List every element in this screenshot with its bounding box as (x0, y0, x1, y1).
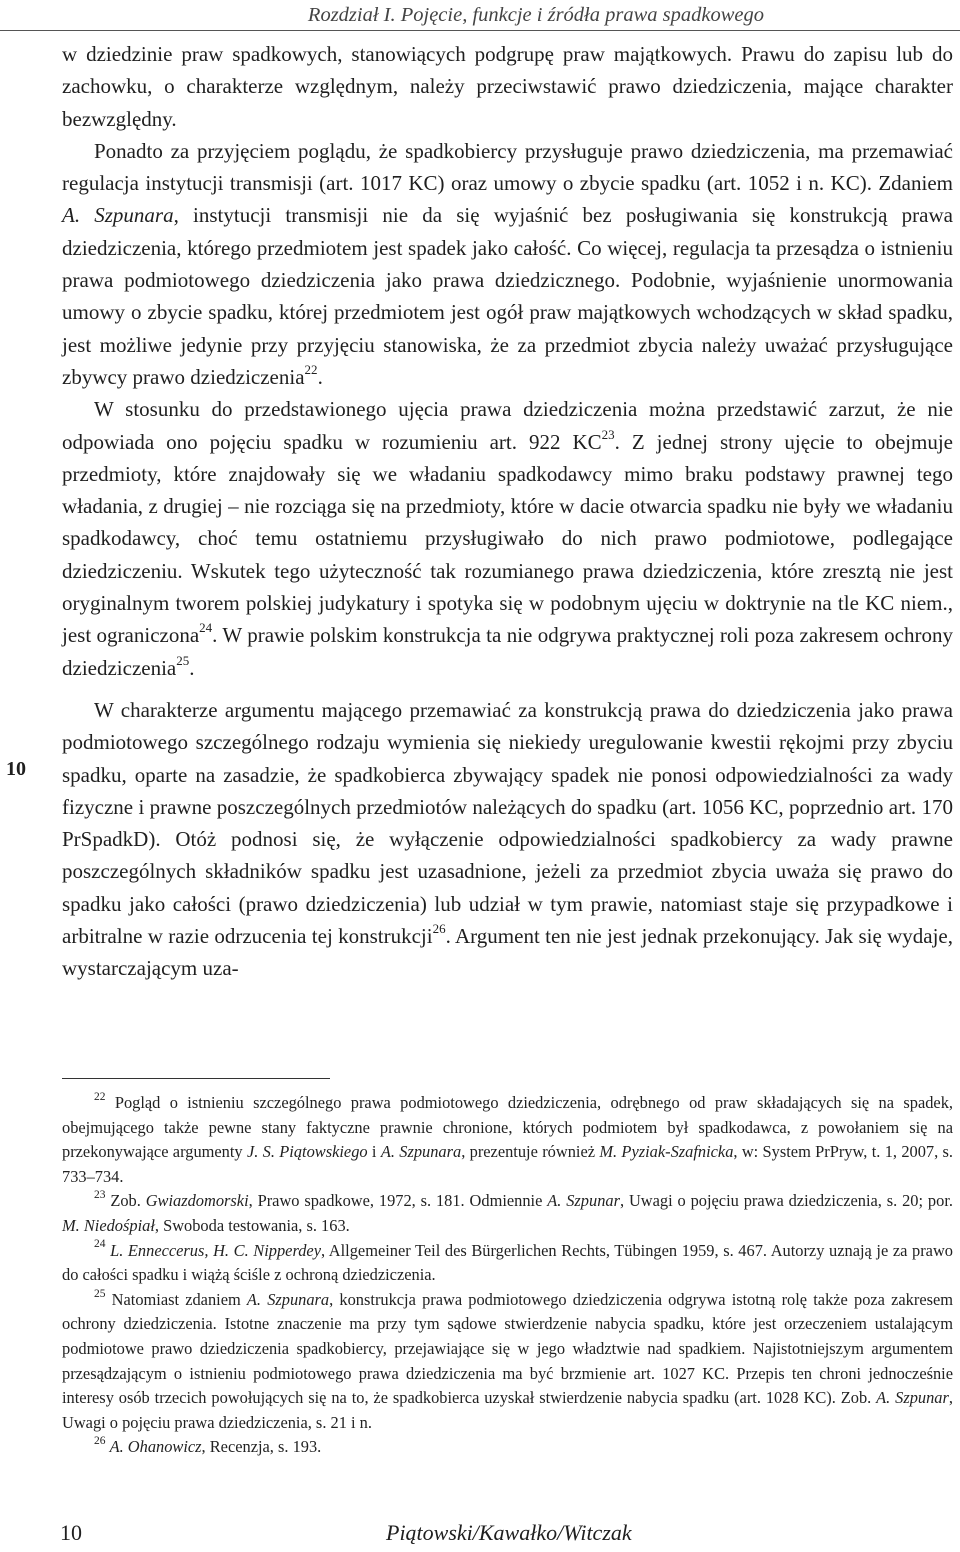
text-run: Zob. (105, 1191, 146, 1211)
text-run: , instytucji transmisji nie da się wyjaśnić bez posługiwania się konstrukcją prawa dziedziczenia, którego przedmiotem jest spadek jako całość. Co więcej, regulacja ta przesądza o istnieniu prawa podmiotowego dziedziczenia jako prawa dziedzicznego. Podobnie, wyjaśnienie unormowania umowy o zbycie spadku, której przedmiotem jest ogół praw majątkowych wchodzących w skład spadku, jest możliwe jedynie przy przyjęciu stanowiska, że za przedmiot zbycia należy uważać przysługujące zbywcy prawo dziedziczenia (62, 203, 953, 389)
author-name: M. Pyziak-Szafnicka (599, 1142, 734, 1162)
author-name: A. Szpunara (380, 1142, 462, 1162)
footnote-separator (62, 1078, 330, 1079)
author-name: A. Ohanowicz (109, 1437, 202, 1457)
text-run: . Argument ten nie jest jednak przekonujący. Jak się wydaje, wystarczającym uza- (62, 924, 953, 981)
footnote-24 (62, 1239, 953, 1288)
page-footer (0, 1518, 960, 1548)
margin-number: 10 (6, 758, 26, 780)
text-run: , Uwagi o pojęciu prawa dziedziczenia, s. 20; por. (619, 1191, 953, 1211)
text-run: , Recenzja, s. 193. (201, 1437, 322, 1457)
text-run: Ponadto za przyjęciem poglądu, że spadkobiercy przysługuje prawo dziedziczenia, ma przemawiać regulacja instytucji transmisji (art. 1017 KC) oraz umowy o zbycie spadku (art. 1052 i n. KC). Zdaniem (62, 138, 953, 196)
author-name: A. Szpunar (876, 1388, 949, 1408)
author-name: M. Niedośpiał (62, 1215, 155, 1235)
footnote-number: 22 (94, 1090, 106, 1103)
text-run: , Swoboda testowania, s. 163. (154, 1215, 350, 1235)
text-run: W charakterze argumentu mającego przemawiać za konstrukcją prawa do dziedziczenia jako prawa podmiotowego szczególnego rodzaju wymienia się niekiedy uregulowanie kwestii rękojmi przy zbyciu spadku, oparte na zasadzie, że spadkobierca zbywający spadek nie ponosi odpowiedzialności za wady fizyczne i prawne poszczególnych przedmiotów należących do spadku (art. 1056 KC, poprzednio art. 170 PrSpadkD). Otóż podnosi się, że wyłączenie odpowiedzialności spadkobiercy za wady prawne poszczególnych składników spadku jest uzasadnione, jeżeli za przedmiot zbycia uważa się prawo do spadku jako całości (prawo dziedziczenia) lub udział w tym prawie, natomiast staje się przypadkowe i arbitralne w razie odrzucenia tej konstrukcji (62, 697, 953, 949)
text-run: , prezentuje również (461, 1142, 600, 1162)
footnote-number: 24 (94, 1238, 106, 1251)
text-run: i (367, 1142, 381, 1162)
text-run: . Z jednej strony ujęcie to obejmuje przedmioty, które znajdowały się we władaniu spadkodawcy mimo braku podstawy prawnej tego władania, z drugiej – nie rozciąga się na przedmioty, które w dacie otwarcia spadku nie były we władaniu spadkodawcy, choć temu ostatniemu przysługiwało do nich prawo podmiotowe, podlegające dziedziczeniu. Wskutek tego użyteczność tak rozumianego prawa dziedziczenia, które zresztą nie jest oryginalnym tworem polskiej judykatury i spotyka się w podobnym ujęciu w doktrynie na tle KC niem., jest ograniczona (62, 429, 953, 648)
author-name: Gwiazdomorski (145, 1191, 249, 1211)
paragraph-objection (62, 393, 953, 684)
paragraph-continuation: w dziedzinie praw spadkowych, stanowiących podgrupę praw majątkowych. Prawu do zapisu lub do zachowku, o charakterze względnym, należy przeciwstawić prawo dziedziczenia, mające charakter bezwzględny. (62, 42, 953, 131)
text-run: , Uwagi o pojęciu prawa dziedziczenia, s. 21 i n. (62, 1388, 953, 1432)
chapter-title: Rozdział I. Pojęcie, funkcje i źródła prawa spadkowego (307, 4, 764, 26)
footnote-ref-26[interactable]: 26 (432, 921, 446, 937)
paragraph-warranty (62, 694, 953, 985)
author-name: J. S. Piątowskiego (246, 1142, 368, 1162)
text-run: . W prawie polskim konstrukcja ta nie odgrywa praktycznej roli poza zakresem ochrony dziedziczenia (62, 623, 953, 680)
running-header (0, 0, 960, 30)
footnote-number: 25 (94, 1287, 106, 1300)
footnote-number: 26 (94, 1435, 106, 1448)
footnote-number: 23 (94, 1189, 106, 1202)
footnote-26 (62, 1435, 953, 1460)
footnote-ref-23[interactable]: 23 (601, 426, 615, 442)
header-rule (0, 30, 960, 31)
footnote-ref-22[interactable]: 22 (304, 362, 318, 378)
text-run: , Allgemeiner Teil des Bürgerlichen Rechts, Tübingen 1959, s. 467. Autorzy uznają je za prawo do całości spadku i wiążą ściśle z ochroną dziedziczenia. (62, 1240, 953, 1285)
text-run: Pogląd o istnieniu szczególnego prawa podmiotowego dziedziczenia, odrębnego od praw składających się na spadek, obejmującego także pewne stany faktyczne prawnie chronione, których podmiotem był spadkodawca, z powołaniem się na przekonywające argumenty (62, 1093, 953, 1162)
footer-authors: Piątowski/Kawałko/Witczak (386, 1520, 632, 1545)
text-run: , Prawo spadkowe, 1972, s. 181. Odmiennie (248, 1191, 548, 1211)
main-text (62, 38, 953, 985)
footnote-ref-25[interactable]: 25 (176, 652, 190, 668)
text-run: , w: System PrPryw, t. 1, 2007, s. 733–734. (62, 1142, 954, 1186)
author-name: A. Szpunara (62, 203, 174, 228)
author-name: A. Szpunara (246, 1289, 330, 1309)
author-name: A. Szpunar (547, 1191, 620, 1211)
footnotes (62, 1091, 953, 1460)
footnote-25 (62, 1288, 953, 1436)
text-run: . (317, 364, 323, 389)
text-run: Natomiast zdaniem (105, 1289, 247, 1309)
footnote-22 (62, 1091, 953, 1189)
text-run: . (189, 655, 195, 680)
paragraph-transmission (62, 135, 953, 393)
author-name: L. Enneccerus, H. C. Nipperdey (110, 1240, 321, 1260)
text-run: W stosunku do przedstawionego ujęcia prawa dziedziczenia można przedstawić zarzut, że nie odpowiada ono pojęciu spadku w rozumieniu art. 922 KC (62, 397, 953, 454)
footnote-ref-24[interactable]: 24 (199, 620, 213, 636)
text-run: , konstrukcja prawa podmiotowego dziedziczenia odgrywa istotną rolę także poza zakresem ochrony dziedziczenia. Istotne znaczenie ma przy tym sądowe stwierdzenie nabycia spadku, które jest orzeczeniem ustalającym podmiotowe prawo dziedziczenia spadkobiercy, przejawiające się w jego władztwie nad spadkiem. Najistotniejszym argumentem przesądzającym o istnieniu podmiotowego prawa dziedziczenia ma być brzmienie art. 1027 KC. Przepis ten chroni jednocześnie interesy osób trzecich powołujących się na to, że spadkobierca uzyskał stwierdzenie nabycia spadku (art. 1028 KC). Zob. (62, 1289, 954, 1408)
footnote-23 (62, 1189, 953, 1238)
page-number: 10 (60, 1520, 82, 1545)
